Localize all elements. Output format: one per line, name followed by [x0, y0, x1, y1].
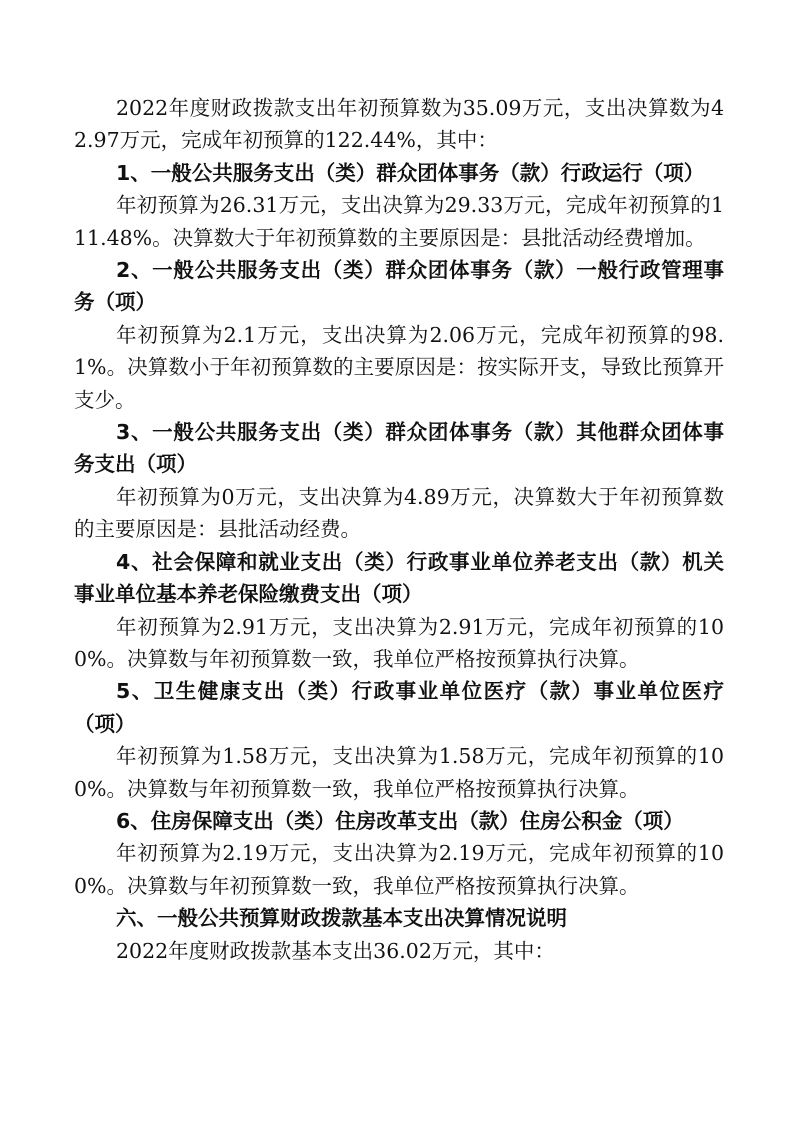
item-5-body: 年初预算为1.58万元，支出决算为1.58万元，完成年初预算的100%。决算数与年初预算数一致，我单位严格按预算执行决算。: [74, 744, 724, 801]
item-4-heading: 4、社会保障和就业支出（类）行政事业单位养老支出（款）机关事业单位基本养老保险缴费支出（项）: [74, 549, 724, 607]
section-6-heading: 六、一般公共预算财政拨款基本支出决算情况说明: [116, 906, 567, 931]
item-3-body: 年初预算为0万元，支出决算为4.89万元，决算数大于年初预算数的主要原因是：县批活动经费。: [74, 484, 724, 542]
item-3-heading: 3、一般公共服务支出（类）群众团体事务（款）其他群众团体事务支出（项）: [74, 420, 724, 477]
item-6-heading: 6、住房保障支出（类）住房改革支出（款）住房公积金（项）: [116, 808, 684, 833]
section-6-body: 2022年度财政拨款基本支出36.02万元，其中：: [116, 938, 555, 963]
intro-paragraph: 2022年度财政拨款支出年初预算数为35.09万元，支出决算数为42.97万元，完成年初预算的122.44%，其中：: [74, 96, 724, 153]
item-5-heading: 5、卫生健康支出（类）行政事业单位医疗（款）事业单位医疗（项）: [74, 679, 724, 736]
item-6-body: 年初预算为2.19万元，支出决算为2.19万元，完成年初预算的100%。决算数与年初预算数一致，我单位严格按预算执行决算。: [74, 841, 724, 898]
item-1-body: 年初预算为26.31万元，支出决算为29.33万元，完成年初预算的111.48%。决算数大于年初预算数的主要原因是：县批活动经费增加。: [74, 193, 724, 250]
item-2-heading: 2、一般公共服务支出（类）群众团体事务（款）一般行政管理事务（项）: [74, 258, 724, 315]
item-4-body: 年初预算为2.91万元，支出决算为2.91万元，完成年初预算的100%。决算数与年初预算数一致，我单位严格按预算执行决算。: [74, 614, 724, 671]
document-page: [74, 92, 724, 967]
item-2-body: 年初预算为2.1万元，支出决算为2.06万元，完成年初预算的98.1%。决算数小于年初预算数的主要原因是：按实际开支，导致比预算开支少。: [74, 322, 724, 412]
item-1-heading: 1、一般公共服务支出（类）群众团体事务（款）行政运行（项）: [116, 160, 705, 185]
